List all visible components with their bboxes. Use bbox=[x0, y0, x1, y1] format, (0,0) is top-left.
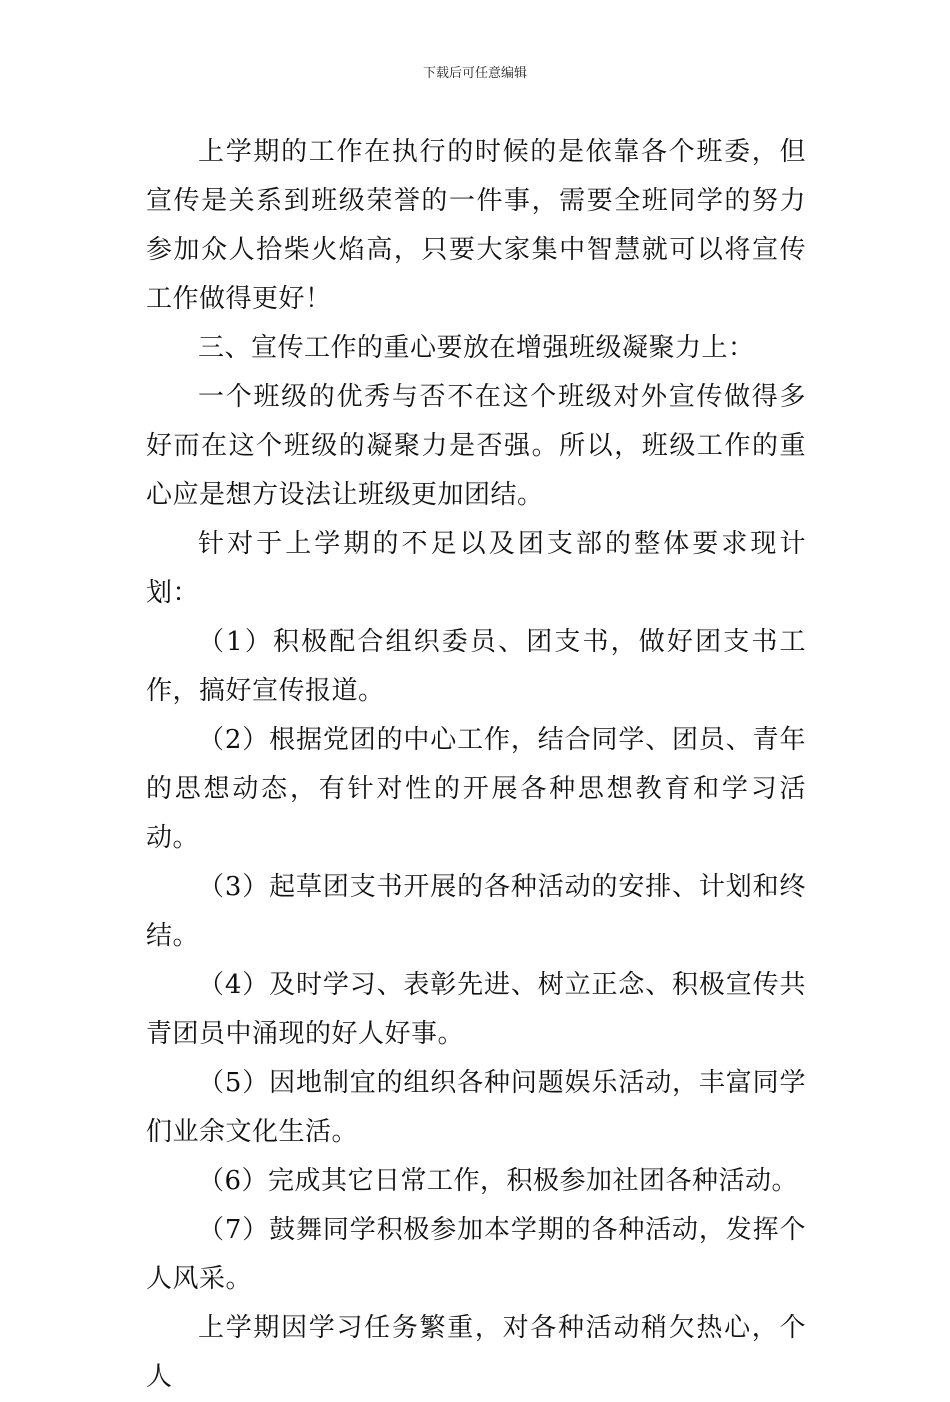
list-item-3: （3）起草团支书开展的各种活动的安排、计划和终结。 bbox=[146, 872, 806, 951]
paragraph-heading-cohesion: 三、宣传工作的重心要放在增强班级凝聚力上： bbox=[198, 333, 755, 363]
paragraph-last-semester: 上学期因学习任务繁重，对各种活动稍欠热心，个人 bbox=[146, 1313, 806, 1392]
list-item-7: （7）鼓舞同学积极参加本学期的各种活动，发挥个人风采。 bbox=[146, 1215, 806, 1294]
document-body bbox=[146, 128, 806, 1402]
paragraph-work-execution: 上学期的工作在执行的时候的是依靠各个班委，但宣传是关系到班级荣誉的一件事，需要全班同学的努力参加众人拾柴火焰高，只要大家集中智慧就可以将宣传工作做得更好！ bbox=[146, 137, 806, 314]
list-item-5: （5）因地制宜的组织各种问题娱乐活动，丰富同学们业余文化生活。 bbox=[146, 1068, 806, 1147]
list-item-2: （2）根据党团的中心工作，结合同学、团员、青年的思想动态，有针对性的开展各种思想教育和学习活动。 bbox=[146, 725, 806, 853]
list-item-6: （6）完成其它日常工作，积极参加社团各种活动。 bbox=[198, 1166, 799, 1196]
paragraph-plan-intro: 针对于上学期的不足以及团支部的整体要求现计划： bbox=[146, 529, 806, 608]
list-item-4: （4）及时学习、表彰先进、树立正念、积极宣传共青团员中涌现的好人好事。 bbox=[146, 970, 806, 1049]
list-item-1: （1）积极配合组织委员、团支书，做好团支书工作，搞好宣传报道。 bbox=[146, 627, 806, 706]
page-header-note: 下载后可任意编辑 bbox=[422, 66, 527, 81]
paragraph-class-excellence: 一个班级的优秀与否不在这个班级对外宣传做得多好而在这个班级的凝聚力是否强。所以，班级工作的重心应是想方设法让班级更加团结。 bbox=[146, 382, 806, 510]
